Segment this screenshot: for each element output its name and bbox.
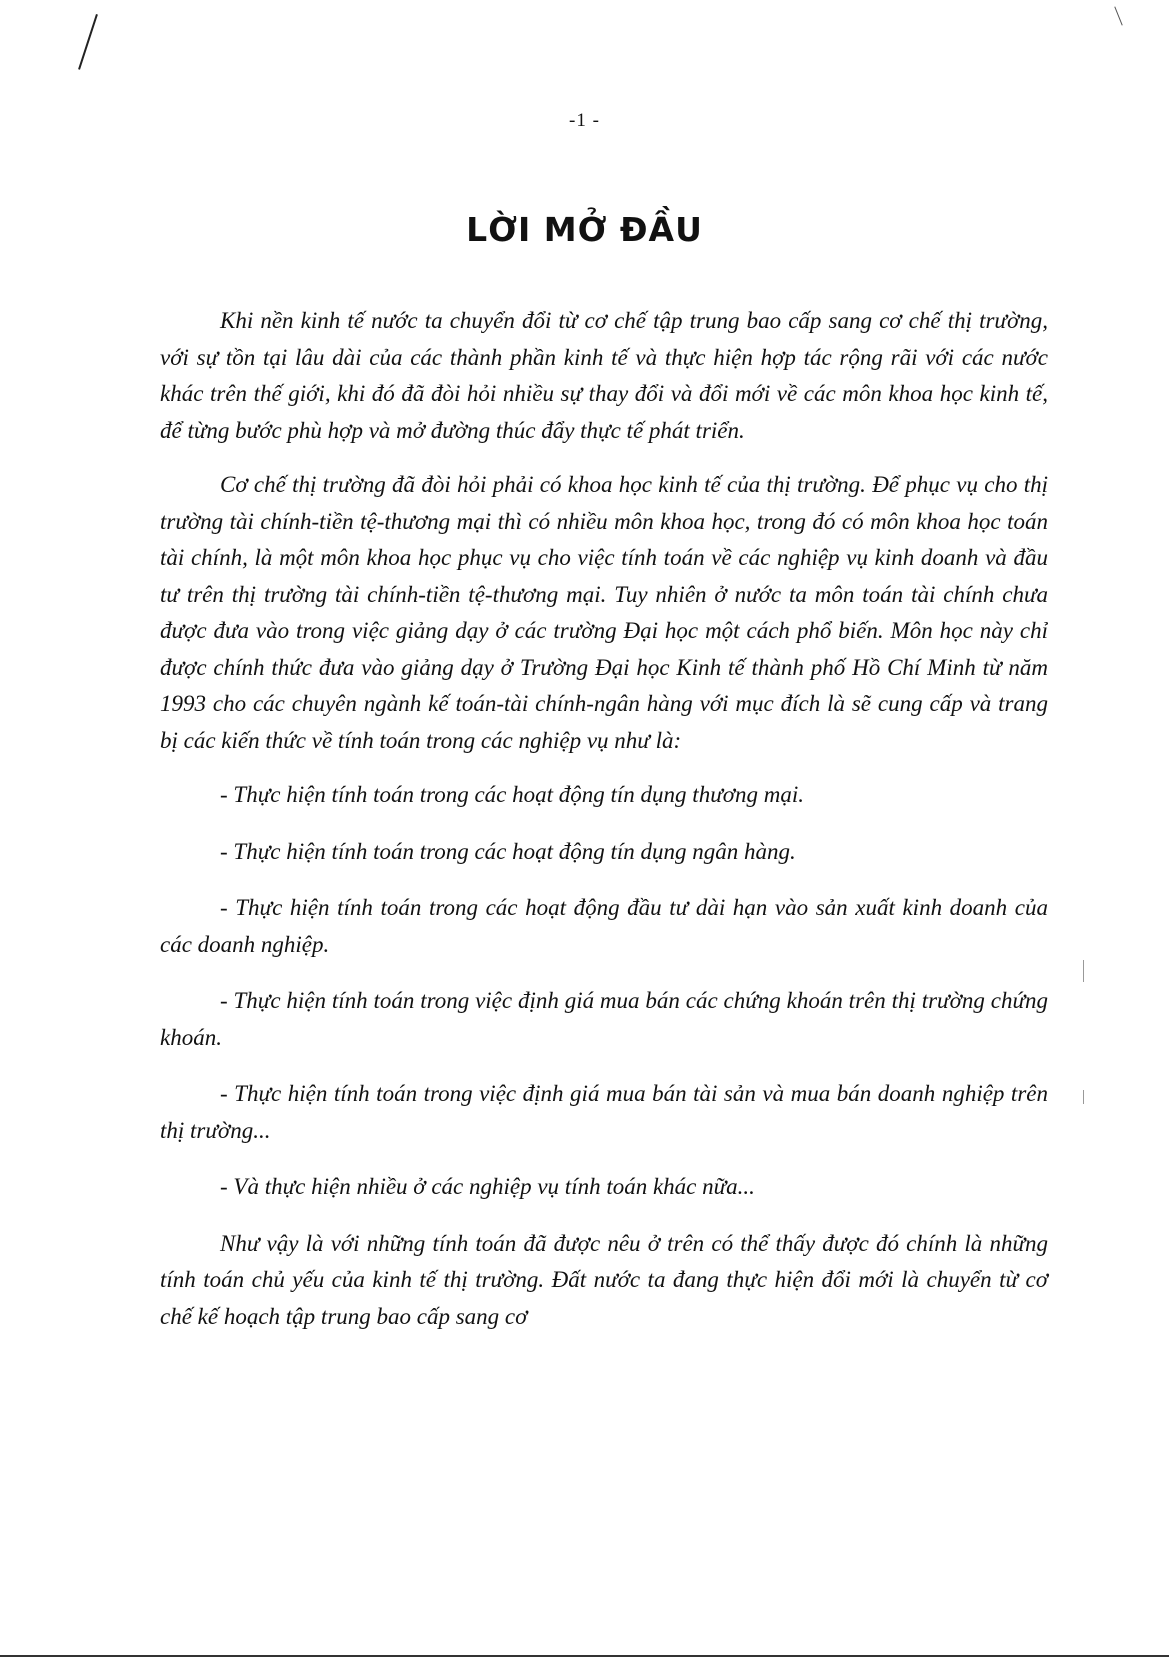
paragraph: Khi nền kinh tế nước ta chuyển đổi từ cơ chế tập trung bao cấp sang cơ chế thị trường, với sự tồn tại lâu dài của các thành phần kinh tế và thực hiện hợp tác rộng rãi với các nước khác trên thế giới, khi đó đã đòi hỏi nhiều sự thay đổi và đổi mới về các môn khoa học kinh tế, để từng bước phù hợp và mở đường thúc đẩy thực tế phát triển.: [160, 308, 1048, 443]
page-bottom-edge: [0, 1655, 1169, 1657]
scan-mark: [1114, 7, 1122, 26]
bullet-item: - Thực hiện tính toán trong việc định giá mua bán các chứng khoán trên thị trường chứng khoán.: [160, 988, 1048, 1050]
bullet-item: - Thực hiện tính toán trong các hoạt động tín dụng thương mại.: [220, 782, 805, 807]
scan-mark: [1083, 1090, 1084, 1104]
scan-mark: [78, 14, 98, 70]
bullet-item: - Và thực hiện nhiều ở các nghiệp vụ tính toán khác nữa...: [220, 1174, 755, 1199]
bullet-item: - Thực hiện tính toán trong các hoạt động đầu tư dài hạn vào sản xuất kinh doanh của các doanh nghiệp.: [160, 895, 1048, 957]
page-number: -1 -: [569, 110, 600, 131]
bullet-item: - Thực hiện tính toán trong các hoạt động tín dụng ngân hàng.: [220, 838, 796, 864]
scan-mark: [1083, 960, 1084, 982]
paragraph: Cơ chế thị trường đã đòi hỏi phải có khoa học kinh tế của thị trường. Để phục vụ cho thị trường tài chính-tiền tệ-thương mại thì có nhiều môn khoa học, trong đó có môn khoa học toán tài chính, là một môn khoa học phục vụ cho việc tính toán về các nghiệp vụ kinh doanh và đầu tư trên thị trường tài chính-tiền tệ-thương mại. Tuy nhiên ở nước ta môn toán tài chính chưa được đưa vào trong việc giảng dạy ở các trường Đại học một cách phổ biến. Môn học này chỉ được chính thức đưa vào giảng dạy ở Trường Đại học Kinh tế thành phố Hồ Chí Minh từ năm 1993 cho các chuyên ngành kế toán-tài chính-ngân hàng với mục đích là sẽ cung cấp và trang bị các kiến thức về tính toán trong các nghiệp vụ như là:: [160, 472, 1048, 753]
document-body: [160, 303, 1048, 1353]
page-title: LỜI MỞ ĐẦU: [466, 210, 703, 249]
paragraph: Như vậy là với những tính toán đã được nêu ở trên có thể thấy được đó chính là những tính toán chủ yếu của kinh tế thị trường. Đất nước ta đang thực hiện đổi mới là chuyển từ cơ chế kế hoạch tập trung bao cấp sang cơ: [160, 1230, 1048, 1329]
bullet-item: - Thực hiện tính toán trong việc định giá mua bán tài sản và mua bán doanh nghiệp trên thị trường...: [160, 1081, 1048, 1143]
